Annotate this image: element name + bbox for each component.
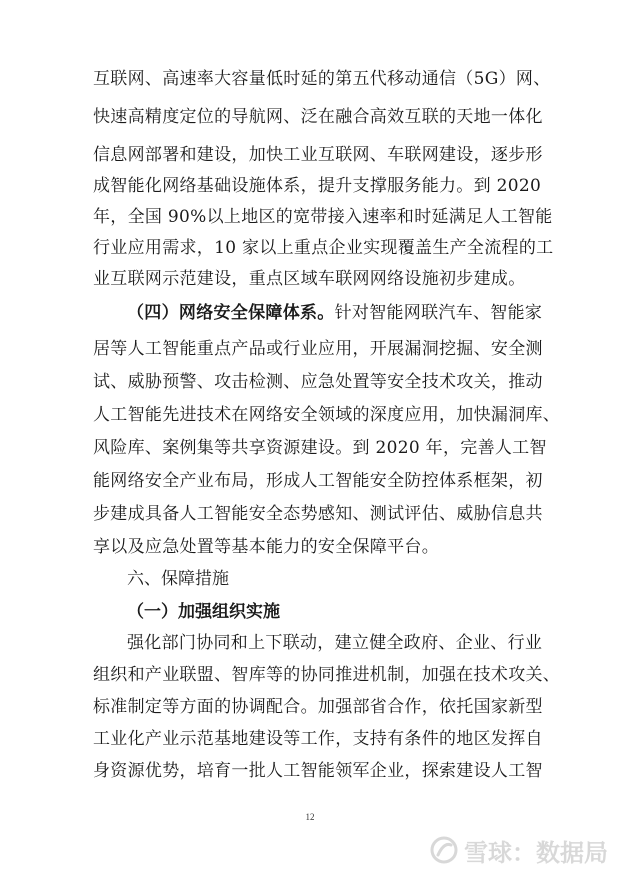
paragraph-line: 试、威胁预警、攻击检测、应急处置等安全技术攻关，推动 xyxy=(93,372,543,392)
paragraph-line: 人工智能先进技术在网络安全领域的深度应用，加快漏洞库、 xyxy=(93,405,561,425)
paragraph-line: 快速高精度定位的导航网、泛在融合高效互联的天地一体化 xyxy=(93,107,543,127)
paragraph-line: 组织和产业联盟、智库等的协同推进机制，加强在技术攻关、 xyxy=(93,665,561,685)
watermark xyxy=(430,835,608,865)
paragraph-line: 互联网、高速率大容量低时延的第五代移动通信（5G）网、 xyxy=(93,69,551,89)
paragraph-line: 工业化产业示范基地建设等工作，支持有条件的地区发挥自 xyxy=(93,729,543,749)
paragraph-line: 成智能化网络基础设施体系，提升支撑服务能力。到 2020 xyxy=(93,176,542,196)
paragraph-line: 步建成具备人工智能安全态势感知、测试评估、威胁信息共 xyxy=(93,504,543,524)
paragraph-line: 强化部门协同和上下联动，建立健全政府、企业、行业 xyxy=(127,633,543,653)
paragraph-line: 能网络安全产业布局，形成人工智能安全防控体系框架，初 xyxy=(93,471,543,491)
paragraph-line: 年，全国 90%以上地区的宽带接入速率和时延满足人工智能 xyxy=(93,207,553,227)
paragraph-line: 风险库、案例集等共享资源建设。到 2020 年，完善人工智 xyxy=(93,438,547,458)
paragraph-lead-text: 针对智能网联汽车、智能家 xyxy=(334,303,543,323)
paragraph-line: 信息网部署和建设，加快工业互联网、车联网建设，逐步形 xyxy=(93,145,543,165)
paragraph-line: 享以及应急处置等基本能力的安全保障平台。 xyxy=(93,537,439,557)
paragraph-first-line xyxy=(127,302,543,324)
paragraph-line: 居等人工智能重点产品或行业应用，开展漏洞挖掘、安全测 xyxy=(93,339,543,359)
paragraph-line: 标准制定等方面的协调配合。加强部省合作，依托国家新型 xyxy=(93,697,543,717)
paragraph-lead-heading: （四）网络安全保障体系。 xyxy=(127,303,335,323)
page-number: 12 xyxy=(305,812,315,822)
watermark-text: 雪球：数据局 xyxy=(464,838,608,867)
subsection-heading: （一）加强组织实施 xyxy=(127,602,280,622)
paragraph-line: 行业应用需求，10 家以上重点企业实现覆盖生产全流程的工 xyxy=(93,238,554,258)
section-heading: 六、保障措施 xyxy=(127,569,229,589)
snowball-logo-icon xyxy=(430,836,458,864)
paragraph-line: 身资源优势，培育一批人工智能领军企业，探索建设人工智 xyxy=(93,761,543,781)
paragraph-line: 业互联网示范建设，重点区域车联网网络设施初步建成。 xyxy=(93,269,526,289)
